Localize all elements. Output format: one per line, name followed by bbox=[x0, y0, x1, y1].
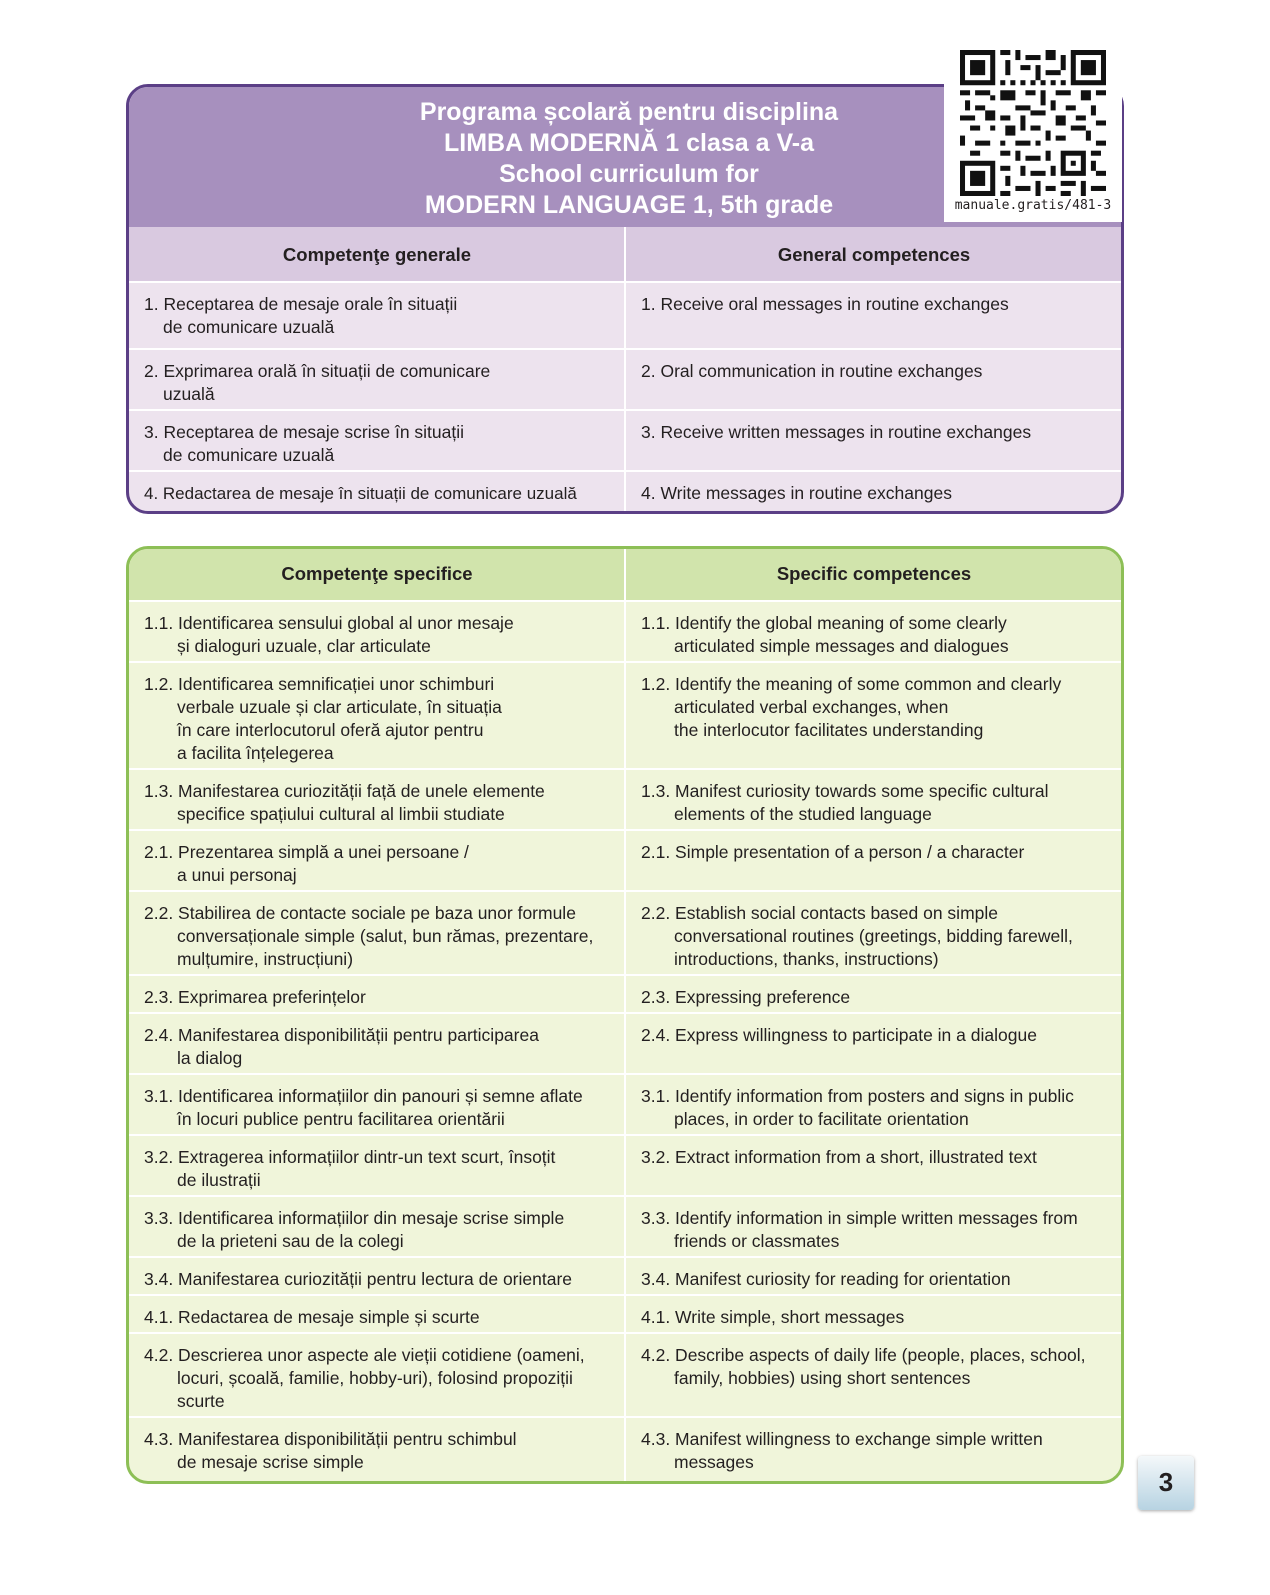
table-row bbox=[129, 1256, 1121, 1294]
competence-text: 1. Receive oral messages in routine exchanges bbox=[641, 294, 1009, 314]
competence-text: 4. Redactarea de mesaje în situații de comunicare uzuală bbox=[144, 484, 577, 503]
competence-text: friends or classmates bbox=[674, 1231, 840, 1251]
competence-text: uzuală bbox=[163, 384, 215, 404]
qr-code[interactable] bbox=[944, 44, 1122, 222]
competence-text: 1.1. Identificarea sensului global al unor mesaje bbox=[144, 613, 514, 633]
general-table-header bbox=[129, 227, 1121, 281]
competence-text: 2.4. Express willingness to participate in a dialogue bbox=[641, 1025, 1037, 1045]
table-row bbox=[129, 1294, 1121, 1332]
competence-text: articulated simple messages and dialogues bbox=[674, 636, 1009, 656]
competence-text: de comunicare uzuală bbox=[163, 317, 335, 337]
title-line: Programa școlară pentru disciplina bbox=[419, 98, 839, 126]
title-line: MODERN LANGUAGE 1, 5th grade bbox=[424, 191, 834, 219]
table-row bbox=[129, 1332, 1121, 1416]
header-general-competences: General competences bbox=[777, 244, 971, 265]
competence-text: 4.1. Write simple, short messages bbox=[641, 1307, 905, 1327]
competence-text: scurte bbox=[177, 1391, 225, 1411]
competence-text: 3. Receive written messages in routine exchanges bbox=[641, 422, 1032, 442]
competence-text: 4.3. Manifest willingness to exchange simple written bbox=[641, 1429, 1043, 1449]
table-row bbox=[129, 661, 1121, 768]
table-row bbox=[129, 409, 1121, 470]
competence-text: 4. Write messages in routine exchanges bbox=[641, 483, 952, 503]
table-row bbox=[129, 1195, 1121, 1256]
competence-text: de la prieteni sau de la colegi bbox=[177, 1231, 404, 1251]
competence-text: verbale uzuale și clar articulate, în situația bbox=[177, 697, 502, 717]
competence-text: a unui personaj bbox=[177, 865, 297, 885]
competence-text: 4.3. Manifestarea disponibilității pentru schimbul bbox=[144, 1429, 517, 1449]
competence-text: 3.2. Extract information from a short, illustrated text bbox=[641, 1147, 1037, 1167]
competence-text: 3.2. Extragerea informațiilor dintr-un text scurt, însoțit bbox=[144, 1147, 556, 1167]
competence-text: articulated verbal exchanges, when bbox=[674, 697, 949, 717]
competence-text: the interlocutor facilitates understanding bbox=[674, 720, 984, 740]
qr-caption: manuale.gratis/481-3 bbox=[954, 198, 1112, 213]
competence-text: și dialoguri uzuale, clar articulate bbox=[177, 636, 431, 656]
competence-text: 2.1. Simple presentation of a person / a character bbox=[641, 842, 1025, 862]
table-row bbox=[129, 768, 1121, 829]
table-row bbox=[129, 1134, 1121, 1195]
competence-text: în locuri publice pentru facilitarea orientării bbox=[177, 1109, 505, 1129]
competence-text: 3.3. Identificarea informațiilor din mesaje scrise simple bbox=[144, 1208, 565, 1228]
table-row bbox=[129, 600, 1121, 661]
competence-text: 2.4. Manifestarea disponibilității pentru participarea bbox=[144, 1025, 539, 1045]
competence-text: în care interlocutorul oferă ajutor pentru bbox=[177, 720, 484, 740]
competence-text: 4.2. Describe aspects of daily life (people, places, school, bbox=[641, 1345, 1086, 1365]
competence-text: 3.4. Manifest curiosity for reading for orientation bbox=[641, 1269, 1011, 1289]
competence-text: 1.1. Identify the global meaning of some clearly bbox=[641, 613, 1007, 633]
competence-text: 4.1. Redactarea de mesaje simple și scurte bbox=[144, 1307, 480, 1327]
competence-text: 1.2. Identify the meaning of some common and clearly bbox=[641, 674, 1062, 694]
competence-text: elements of the studied language bbox=[674, 804, 932, 824]
competence-text: conversational routines (greetings, bidding farewell, bbox=[674, 926, 1073, 946]
competence-text: conversaționale simple (salut, bun rămas, prezentare, bbox=[177, 926, 594, 946]
competence-text: de mesaje scrise simple bbox=[177, 1452, 364, 1472]
competence-text: de comunicare uzuală bbox=[163, 445, 335, 465]
competence-text: a facilita înțelegerea bbox=[177, 743, 334, 763]
competence-text: 1. Receptarea de mesaje orale în situații bbox=[144, 294, 458, 314]
competence-text: de ilustrații bbox=[177, 1170, 261, 1190]
specific-competences-panel bbox=[126, 546, 1124, 1484]
page-number: 3 bbox=[1138, 1456, 1194, 1510]
competence-text: 2.3. Expressing preference bbox=[641, 987, 851, 1007]
competence-text: 2.2. Establish social contacts based on simple bbox=[641, 903, 998, 923]
table-row bbox=[129, 1416, 1121, 1482]
competence-text: 3. Receptarea de mesaje scrise în situații bbox=[144, 422, 465, 442]
competence-text: messages bbox=[674, 1452, 754, 1472]
competence-text: places, in order to facilitate orientation bbox=[674, 1109, 969, 1129]
competence-text: 2. Exprimarea orală în situații de comunicare bbox=[144, 361, 491, 381]
competence-text: 1.3. Manifestarea curiozității față de unele elemente bbox=[144, 781, 545, 801]
table-row bbox=[129, 890, 1121, 974]
header-specific-competences: Specific competences bbox=[776, 563, 972, 584]
table-row bbox=[129, 348, 1121, 409]
competence-text: introductions, thanks, instructions) bbox=[674, 949, 939, 969]
competence-text: 1.2. Identificarea semnificației unor schimburi bbox=[144, 674, 495, 694]
table-row bbox=[129, 829, 1121, 890]
competence-text: locuri, școală, familie, hobby-uri), folosind propoziții bbox=[177, 1368, 573, 1388]
competence-text: mulțumire, instrucțiuni) bbox=[177, 949, 354, 969]
competence-text: 4.2. Descrierea unor aspecte ale vieții cotidiene (oameni, bbox=[144, 1345, 585, 1365]
competence-text: 2.1. Prezentarea simplă a unei persoane / bbox=[144, 842, 469, 862]
header-competente-generale: Competenţe generale bbox=[129, 227, 626, 281]
header-competente-specifice: Competenţe specifice bbox=[129, 549, 626, 600]
competence-text: specifice spațiului cultural al limbii studiate bbox=[177, 804, 505, 824]
competence-text: 3.4. Manifestarea curiozității pentru lectura de orientare bbox=[144, 1269, 573, 1289]
competence-text: 3.1. Identificarea informațiilor din panouri și semne aflate bbox=[144, 1086, 583, 1106]
specific-table-header bbox=[129, 549, 1121, 600]
title-line: School curriculum for bbox=[499, 160, 759, 188]
table-row bbox=[129, 281, 1121, 348]
competence-text: family, hobbies) using short sentences bbox=[674, 1368, 971, 1388]
qr-code-icon bbox=[960, 50, 1106, 196]
table-row bbox=[129, 1073, 1121, 1134]
competence-text: 1.3. Manifest curiosity towards some specific cultural bbox=[641, 781, 1049, 801]
table-row bbox=[129, 974, 1121, 1012]
competence-text: 2. Oral communication in routine exchanges bbox=[641, 361, 983, 381]
competence-text: 2.2. Stabilirea de contacte sociale pe baza unor formule bbox=[144, 903, 576, 923]
title-line: LIMBA MODERNĂ 1 clasa a V-a bbox=[443, 129, 814, 157]
competence-text: la dialog bbox=[177, 1048, 243, 1068]
competence-text: 2.3. Exprimarea preferințelor bbox=[144, 987, 366, 1007]
competence-text: 3.3. Identify information in simple written messages from bbox=[641, 1208, 1078, 1228]
table-row bbox=[129, 470, 1121, 514]
competence-text: 3.1. Identify information from posters and signs in public bbox=[641, 1086, 1074, 1106]
table-row bbox=[129, 1012, 1121, 1073]
